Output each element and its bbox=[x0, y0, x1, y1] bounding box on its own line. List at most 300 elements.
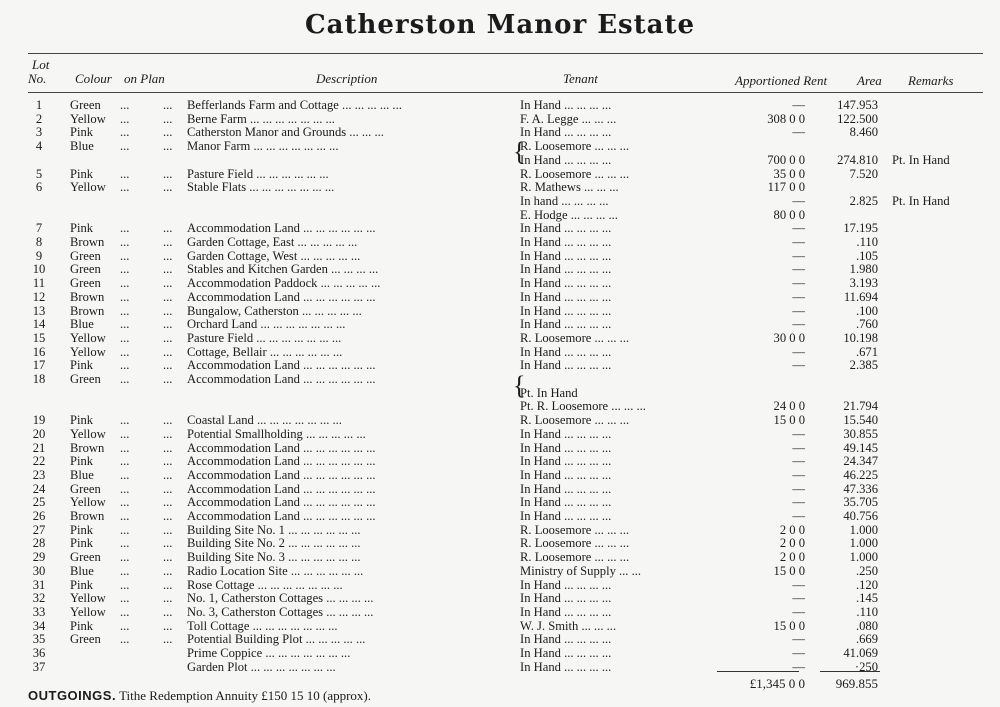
area-cell: 2.825 bbox=[849, 193, 878, 208]
tenant-cell: In Hand ... ... ... ... bbox=[520, 454, 612, 469]
area-cell: 274.810 bbox=[837, 152, 878, 167]
area-cell: .100 bbox=[855, 303, 878, 318]
description-cell: Accommodation Land ... ... ... ... ... ... bbox=[187, 481, 376, 496]
rent-total-rule bbox=[717, 671, 799, 672]
area-cell: 30.855 bbox=[843, 426, 878, 441]
description-cell: Prime Coppice ... ... ... ... ... ... ... bbox=[187, 646, 351, 660]
lot-number: 26 bbox=[32, 509, 46, 523]
rent-cell: — bbox=[792, 467, 805, 482]
description-cell: Accommodation Land ... ... ... ... ... ... bbox=[187, 467, 376, 482]
rent-cell: 80 0 0 bbox=[773, 207, 805, 222]
plan-dots: ... bbox=[163, 413, 173, 428]
tenant-cell: In Hand ... ... ... ... bbox=[520, 577, 612, 592]
lot-number: 12 bbox=[32, 289, 46, 304]
rent-cell: 30 0 0 bbox=[773, 330, 805, 345]
plan-dots: ... bbox=[120, 98, 130, 112]
plan-dots: ... bbox=[120, 166, 130, 181]
plan-dots: ... bbox=[163, 467, 173, 482]
lot-number: 1 bbox=[35, 98, 43, 112]
plan-dots: ... bbox=[120, 262, 130, 277]
rent-cell: — bbox=[792, 248, 805, 263]
table-row bbox=[0, 304, 1000, 318]
plan-dots: ... bbox=[120, 111, 130, 126]
colour-cell: Pink bbox=[70, 454, 94, 469]
lot-number: 30 bbox=[32, 563, 46, 578]
tenant-cell: In Hand ... ... ... ... bbox=[520, 481, 612, 496]
plan-dots: ... bbox=[120, 632, 130, 647]
colour-cell: Blue bbox=[70, 317, 94, 332]
description-cell: Garden Plot ... ... ... ... ... ... ... bbox=[187, 659, 336, 674]
tenant-cell: In Hand ... ... ... ... bbox=[520, 467, 612, 482]
tenant-cell: In Hand ... ... ... ... bbox=[520, 221, 612, 236]
tenant-cell: R. Loosemore ... ... ... bbox=[520, 536, 630, 551]
tenant-cell: In Hand ... ... ... ... bbox=[520, 591, 612, 606]
description-cell: Toll Cottage ... ... ... ... ... ... ... bbox=[187, 618, 338, 633]
area-cell: 10.198 bbox=[843, 330, 878, 345]
table-row bbox=[0, 536, 1000, 550]
lot-number: 9 bbox=[35, 248, 43, 263]
table-row bbox=[0, 386, 1000, 400]
lot-number: 33 bbox=[32, 604, 46, 619]
area-cell: ·250 bbox=[854, 659, 878, 674]
plan-dots: ... bbox=[120, 317, 130, 332]
area-cell: 35.705 bbox=[843, 495, 878, 510]
plan-dots: ... bbox=[163, 180, 173, 195]
table-row bbox=[0, 249, 1000, 263]
header-remarks: Remarks bbox=[908, 73, 954, 88]
colour-cell: Pink bbox=[70, 536, 94, 551]
table-row bbox=[0, 153, 1000, 167]
lot-number: 37 bbox=[32, 659, 46, 674]
table-row bbox=[0, 139, 1000, 153]
lot-number: 8 bbox=[35, 235, 43, 249]
table-row bbox=[0, 221, 1000, 235]
lot-number: 7 bbox=[35, 221, 43, 236]
table-row bbox=[0, 495, 1000, 509]
plan-dots: ... bbox=[163, 289, 173, 304]
colour-cell: Yellow bbox=[70, 330, 106, 345]
plan-dots: ... bbox=[163, 98, 173, 112]
plan-dots: ... bbox=[120, 440, 130, 455]
colour-cell: Blue bbox=[70, 467, 94, 482]
rent-cell: — bbox=[792, 193, 805, 208]
table-row bbox=[0, 441, 1000, 455]
plan-dots: ... bbox=[163, 495, 173, 510]
description-cell: Orchard Land ... ... ... ... ... ... ... bbox=[187, 317, 346, 332]
lot-number: 6 bbox=[35, 180, 43, 195]
table-row bbox=[0, 564, 1000, 578]
description-cell: Garden Cottage, East ... ... ... ... ... bbox=[187, 235, 358, 249]
header-no: No. bbox=[28, 71, 47, 86]
lot-number: 32 bbox=[32, 591, 46, 606]
tenant-cell: In Hand ... ... ... ... bbox=[520, 276, 612, 291]
plan-dots: ... bbox=[163, 262, 173, 277]
tenant-cell: In Hand ... ... ... ... bbox=[520, 152, 612, 167]
area-cell: 122.500 bbox=[837, 111, 878, 126]
header-apportioned-rent: Apportioned Rent bbox=[735, 73, 828, 88]
rent-cell: — bbox=[792, 659, 805, 674]
plan-dots: ... bbox=[163, 111, 173, 126]
description-cell: Accommodation Land ... ... ... ... ... ... bbox=[187, 440, 376, 455]
lot-number: 22 bbox=[32, 454, 46, 469]
description-cell: Stables and Kitchen Garden ... ... ... ... bbox=[187, 262, 379, 277]
lot-number: 35 bbox=[32, 632, 46, 647]
plan-dots: ... bbox=[163, 454, 173, 469]
description-cell: Accommodation Land ... ... ... ... ... ... bbox=[187, 372, 376, 386]
rent-cell: — bbox=[792, 591, 805, 606]
lot-number: 18 bbox=[32, 372, 46, 386]
tenant-cell: In Hand ... ... ... ... bbox=[520, 495, 612, 510]
rent-cell: — bbox=[792, 262, 805, 277]
outgoings-line bbox=[28, 688, 371, 704]
area-cell: 3.193 bbox=[849, 276, 878, 291]
plan-dots: ... bbox=[120, 139, 130, 154]
table-row bbox=[0, 235, 1000, 249]
area-cell: .110 bbox=[856, 604, 878, 619]
lot-number: 23 bbox=[32, 467, 46, 482]
lot-number: 28 bbox=[32, 536, 46, 551]
plan-dots: ... bbox=[163, 604, 173, 619]
area-cell: 8.460 bbox=[849, 125, 878, 140]
plan-dots: ... bbox=[120, 467, 130, 482]
plan-dots: ... bbox=[163, 426, 173, 441]
table-row bbox=[0, 98, 1000, 112]
plan-dots: ... bbox=[163, 235, 173, 249]
plan-dots: ... bbox=[163, 276, 173, 291]
colour-cell: Green bbox=[70, 481, 101, 496]
colour-cell: Brown bbox=[70, 289, 105, 304]
area-cell: 41.069 bbox=[843, 646, 878, 660]
description-cell: Coastal Land ... ... ... ... ... ... ... bbox=[187, 413, 342, 428]
tenant-cell: R. Loosemore ... ... ... bbox=[520, 330, 630, 345]
tenant-cell: R. Loosemore ... ... ... bbox=[520, 413, 630, 428]
rent-cell: 15 0 0 bbox=[773, 413, 805, 428]
lot-number: 25 bbox=[32, 495, 46, 510]
plan-dots: ... bbox=[163, 221, 173, 236]
table-row bbox=[0, 290, 1000, 304]
lot-number: 21 bbox=[32, 440, 46, 455]
tenant-cell: F. A. Legge ... ... ... bbox=[520, 111, 617, 126]
tenant-cell: In Hand ... ... ... ... bbox=[520, 98, 612, 112]
rent-cell: — bbox=[792, 577, 805, 592]
tenant-cell: In Hand ... ... ... ... bbox=[520, 632, 612, 647]
table-row bbox=[0, 646, 1000, 660]
description-cell: Building Site No. 2 ... ... ... ... ... ... bbox=[187, 536, 361, 551]
plan-dots: ... bbox=[163, 248, 173, 263]
plan-dots: ... bbox=[120, 577, 130, 592]
area-cell: 11.694 bbox=[843, 289, 878, 304]
table-row bbox=[0, 358, 1000, 372]
tenant-cell: E. Hodge ... ... ... ... bbox=[520, 207, 618, 222]
plan-dots: ... bbox=[120, 522, 130, 537]
description-cell: Accommodation Land ... ... ... ... ... ... bbox=[187, 358, 376, 373]
tenant-cell: R. Mathews ... ... ... bbox=[520, 180, 619, 195]
rent-cell: — bbox=[792, 303, 805, 318]
plan-dots: ... bbox=[163, 330, 173, 345]
table-row bbox=[0, 276, 1000, 290]
tenant-cell: In Hand ... ... ... ... bbox=[520, 317, 612, 332]
header-lot: Lot bbox=[32, 57, 50, 72]
lot-number: 16 bbox=[32, 344, 46, 359]
area-cell: 1.000 bbox=[849, 536, 878, 551]
outgoings-label: OUTGOINGS. bbox=[28, 688, 117, 703]
table-row bbox=[0, 372, 1000, 386]
area-cell: .145 bbox=[855, 591, 878, 606]
table-row bbox=[0, 399, 1000, 413]
tenant-cell: R. Loosemore ... ... ... bbox=[520, 166, 630, 181]
tenant-cell: W. J. Smith ... ... ... bbox=[520, 618, 617, 633]
table-row bbox=[0, 317, 1000, 331]
rent-cell: — bbox=[792, 235, 805, 249]
plan-dots: ... bbox=[163, 317, 173, 332]
lot-number: 2 bbox=[35, 111, 43, 126]
table-row bbox=[0, 345, 1000, 359]
plan-dots: ... bbox=[120, 413, 130, 428]
plan-dots: ... bbox=[163, 522, 173, 537]
rent-cell: — bbox=[792, 125, 805, 140]
rent-cell: 24 0 0 bbox=[773, 399, 805, 414]
plan-dots: ... bbox=[163, 303, 173, 318]
rent-cell: — bbox=[792, 98, 805, 112]
table-row bbox=[0, 523, 1000, 537]
header-area: Area bbox=[857, 73, 882, 88]
plan-dots: ... bbox=[120, 481, 130, 496]
area-cell: .105 bbox=[855, 248, 878, 263]
colour-cell: Green bbox=[70, 262, 101, 277]
colour-cell: Brown bbox=[70, 509, 105, 523]
table-row bbox=[0, 167, 1000, 181]
area-cell: .080 bbox=[855, 618, 878, 633]
page-title: Catherston Manor Estate bbox=[304, 10, 696, 40]
tenant-cell: In Hand ... ... ... ... bbox=[520, 646, 612, 660]
plan-dots: ... bbox=[120, 289, 130, 304]
colour-cell: Pink bbox=[70, 358, 94, 373]
tenant-cell: Pt. R. Loosemore ... ... ... bbox=[520, 399, 646, 414]
plan-dots: ... bbox=[120, 454, 130, 469]
plan-dots: ... bbox=[163, 577, 173, 592]
tenant-cell: In Hand ... ... ... ... bbox=[520, 604, 612, 619]
plan-dots: ... bbox=[163, 166, 173, 181]
area-cell: 147.953 bbox=[837, 98, 878, 112]
area-cell: 47.336 bbox=[843, 481, 878, 496]
rent-cell: — bbox=[792, 646, 805, 660]
plan-dots: ... bbox=[120, 426, 130, 441]
description-cell: No. 3, Catherston Cottages ... ... ... ... bbox=[187, 604, 374, 619]
area-cell: .669 bbox=[855, 632, 878, 647]
table-row bbox=[0, 262, 1000, 276]
lot-number: 15 bbox=[32, 330, 46, 345]
description-cell: Cottage, Bellair ... ... ... ... ... ... bbox=[187, 344, 343, 359]
table-row bbox=[0, 550, 1000, 564]
colour-cell: Yellow bbox=[70, 344, 106, 359]
colour-cell: Yellow bbox=[70, 426, 106, 441]
colour-cell: Green bbox=[70, 248, 101, 263]
description-cell: Pasture Field ... ... ... ... ... ... ... bbox=[187, 330, 342, 345]
area-cell: 7.520 bbox=[849, 166, 878, 181]
description-cell: Accommodation Land ... ... ... ... ... ... bbox=[187, 289, 376, 304]
rent-cell: — bbox=[792, 426, 805, 441]
table-row bbox=[0, 578, 1000, 592]
area-cell: 17.195 bbox=[843, 221, 878, 236]
remarks-cell: Pt. In Hand bbox=[892, 193, 950, 208]
table-row bbox=[0, 427, 1000, 441]
area-cell: 1.000 bbox=[849, 522, 878, 537]
plan-dots: ... bbox=[120, 358, 130, 373]
tenant-cell: R. Loosemore ... ... ... bbox=[520, 139, 630, 154]
plan-dots: ... bbox=[120, 563, 130, 578]
description-cell: No. 1, Catherston Cottages ... ... ... ... bbox=[187, 591, 374, 606]
outgoings-text: Tithe Redemption Annuity £150 15 10 (approx). bbox=[119, 688, 372, 703]
colour-cell: Green bbox=[70, 98, 101, 112]
rent-cell: 2 0 0 bbox=[779, 536, 805, 551]
header-tenant: Tenant bbox=[563, 71, 598, 86]
rent-cell: 2 0 0 bbox=[779, 522, 805, 537]
lot-number: 19 bbox=[32, 413, 46, 428]
description-cell: Building Site No. 1 ... ... ... ... ... ... bbox=[187, 522, 361, 537]
plan-dots: ... bbox=[120, 125, 130, 140]
header-top-rule bbox=[28, 53, 983, 54]
area-cell: .110 bbox=[856, 235, 878, 249]
rent-cell: — bbox=[792, 440, 805, 455]
area-cell: 49.145 bbox=[843, 440, 878, 455]
colour-cell: Blue bbox=[70, 563, 94, 578]
lot-number: 3 bbox=[35, 125, 43, 140]
rent-cell: 35 0 0 bbox=[773, 166, 805, 181]
tenant-cell: In Hand ... ... ... ... bbox=[520, 659, 612, 674]
rent-cell: — bbox=[792, 632, 805, 647]
plan-dots: ... bbox=[163, 372, 173, 386]
rent-cell: — bbox=[792, 358, 805, 373]
rent-cell: 15 0 0 bbox=[773, 618, 805, 633]
plan-dots: ... bbox=[163, 618, 173, 633]
lot-number: 5 bbox=[35, 166, 43, 181]
description-cell: Bungalow, Catherston ... ... ... ... ... bbox=[187, 303, 362, 318]
tenant-cell: In Hand ... ... ... ... bbox=[520, 235, 612, 249]
table-row bbox=[0, 468, 1000, 482]
colour-cell: Yellow bbox=[70, 180, 106, 195]
description-cell: Potential Building Plot ... ... ... ... ... bbox=[187, 632, 366, 647]
description-cell: Building Site No. 3 ... ... ... ... ... ... bbox=[187, 550, 361, 565]
area-cell: 15.540 bbox=[843, 413, 878, 428]
plan-dots: ... bbox=[120, 276, 130, 291]
colour-cell: Pink bbox=[70, 166, 94, 181]
rent-cell: 308 0 0 bbox=[767, 111, 805, 126]
plan-dots: ... bbox=[120, 248, 130, 263]
tenant-cell: In Hand ... ... ... ... bbox=[520, 509, 612, 523]
plan-dots: ... bbox=[120, 536, 130, 551]
plan-dots: ... bbox=[120, 235, 130, 249]
description-cell: Manor Farm ... ... ... ... ... ... ... bbox=[187, 139, 339, 154]
tenant-cell: R. Loosemore ... ... ... bbox=[520, 550, 630, 565]
plan-dots: ... bbox=[163, 591, 173, 606]
description-cell: Accommodation Land ... ... ... ... ... ... bbox=[187, 221, 376, 236]
area-cell: 40.756 bbox=[843, 509, 878, 523]
plan-dots: ... bbox=[163, 632, 173, 647]
brace-lot-18: { bbox=[513, 371, 526, 400]
colour-cell: Pink bbox=[70, 577, 94, 592]
area-cell: .250 bbox=[855, 563, 878, 578]
plan-dots: ... bbox=[120, 495, 130, 510]
lot-number: 36 bbox=[32, 646, 46, 660]
tenant-cell: In Hand ... ... ... ... bbox=[520, 289, 612, 304]
lot-number: 31 bbox=[32, 577, 46, 592]
rent-cell: — bbox=[792, 509, 805, 523]
description-cell: Garden Cottage, West ... ... ... ... ... bbox=[187, 248, 361, 263]
colour-cell: Yellow bbox=[70, 495, 106, 510]
tenant-cell: In Hand ... ... ... ... bbox=[520, 358, 612, 373]
rent-cell: — bbox=[792, 454, 805, 469]
colour-cell: Brown bbox=[70, 303, 105, 318]
lot-number: 14 bbox=[32, 317, 46, 332]
rent-cell: — bbox=[792, 604, 805, 619]
area-cell: .760 bbox=[855, 317, 878, 332]
rent-cell: 700 0 0 bbox=[767, 152, 805, 167]
colour-cell: Green bbox=[70, 372, 101, 386]
brace-lot-4: { bbox=[513, 137, 526, 166]
description-cell: Berne Farm ... ... ... ... ... ... ... bbox=[187, 111, 335, 126]
tenant-cell: In Hand ... ... ... ... bbox=[520, 344, 612, 359]
table-row bbox=[0, 619, 1000, 633]
header-colour: Colour bbox=[75, 71, 112, 86]
table-row bbox=[0, 454, 1000, 468]
rent-cell: 2 0 0 bbox=[779, 550, 805, 565]
description-cell: Potential Smallholding ... ... ... ... ... bbox=[187, 426, 366, 441]
colour-cell: Pink bbox=[70, 221, 94, 236]
colour-cell: Pink bbox=[70, 125, 94, 140]
colour-cell: Brown bbox=[70, 235, 105, 249]
lot-number: 20 bbox=[32, 426, 46, 441]
plan-dots: ... bbox=[163, 139, 173, 154]
rent-cell: — bbox=[792, 317, 805, 332]
rent-cell: 117 0 0 bbox=[767, 180, 805, 195]
plan-dots: ... bbox=[163, 509, 173, 523]
plan-dots: ... bbox=[120, 344, 130, 359]
description-cell: Rose Cottage ... ... ... ... ... ... ... bbox=[187, 577, 343, 592]
lot-number: 29 bbox=[32, 550, 46, 565]
area-cell: 24.347 bbox=[843, 454, 878, 469]
area-cell: 46.225 bbox=[843, 467, 878, 482]
colour-cell: Pink bbox=[70, 413, 94, 428]
remarks-cell: Pt. In Hand bbox=[892, 152, 950, 167]
table-row bbox=[0, 482, 1000, 496]
lot-number: 10 bbox=[32, 262, 46, 277]
plan-dots: ... bbox=[120, 604, 130, 619]
header-on-plan: on Plan bbox=[124, 71, 165, 86]
table-row bbox=[0, 125, 1000, 139]
plan-dots: ... bbox=[120, 509, 130, 523]
area-cell: 1.000 bbox=[849, 550, 878, 565]
lot-number: 17 bbox=[32, 358, 46, 373]
tenant-cell: In Hand ... ... ... ... bbox=[520, 440, 612, 455]
plan-dots: ... bbox=[120, 618, 130, 633]
plan-dots: ... bbox=[120, 180, 130, 195]
colour-cell: Yellow bbox=[70, 591, 106, 606]
plan-dots: ... bbox=[120, 372, 130, 386]
tenant-cell: In Hand ... ... ... ... bbox=[520, 303, 612, 318]
rent-cell: — bbox=[792, 289, 805, 304]
rent-cell: — bbox=[792, 276, 805, 291]
rent-cell: — bbox=[792, 481, 805, 496]
tenant-cell: Pt. In Hand bbox=[520, 385, 578, 400]
description-cell: Stable Flats ... ... ... ... ... ... ... bbox=[187, 180, 335, 195]
plan-dots: ... bbox=[120, 550, 130, 565]
description-cell: Radio Location Site ... ... ... ... ... ... bbox=[187, 563, 364, 578]
lot-number: 4 bbox=[35, 139, 43, 154]
header-description: Description bbox=[316, 71, 378, 86]
description-cell: Befferlands Farm and Cottage ... ... ... ... ... bbox=[187, 98, 402, 112]
table-row bbox=[0, 605, 1000, 619]
table-row bbox=[0, 180, 1000, 194]
